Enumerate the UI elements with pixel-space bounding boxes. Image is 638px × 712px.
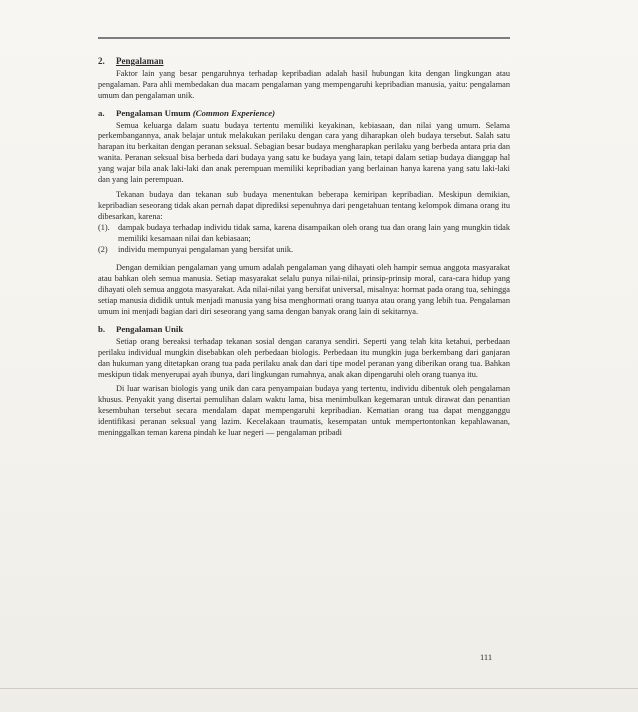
page-number: 111 [480, 652, 493, 662]
header-rule [98, 37, 510, 39]
section-title: Pengalaman [116, 56, 164, 66]
subsection-a-paragraph-2: Tekanan budaya dan tekanan sub budaya menentukan beberapa kemiripan kepribadian. Meskipun demikian, kepribadian seseorang tidak akan pernah dapat diprediksi sepenuhnya dari pengetahuan tentang kelompok dimana orang itu dibesarkan, karena: [98, 189, 510, 221]
subsection-a-paragraph-3: Dengan demikian pengalaman yang umum adalah pengalaman yang dihayati oleh hampir semua anggota masyarakat atau bahkan oleh semua manusia. Setiap masyarakat selalu punya nilai-nilai, prinsip-prinsip moral, cara-cara hidup yang dihayati oleh semua anggota masyarakat. Ada nilai-nilai yang bersifat universal, misalnya: hormat pada orang tua, sehingga setiap manusia dididik untuk menjadi manusia yang bisa menghormati orang tuanya atau orang yang lebih tua. Pengalaman umum ini menjadi bagian dari diri seseorang yang sama dengan banyak orang lain di sekitarnya. [98, 263, 510, 317]
page-content [98, 56, 510, 439]
section-intro: Faktor lain yang besar pengaruhnya terhadap kepribadian adalah hasil hubungan kita dengan lingkungan atau pengalaman. Para ahli membedakan dua macam pengalaman yang mempengaruhi kepribadian manusia, yaitu: pengalaman umum dan pengalaman unik. [98, 68, 510, 100]
subsection-b-heading [98, 324, 510, 335]
list-item-number: (1). [98, 222, 110, 232]
subsection-a-number: a. [98, 107, 105, 118]
subsection-b-number: b. [98, 323, 106, 334]
list-item-number: (2) [98, 244, 108, 254]
subsection-a-title-en: (Common Experience) [192, 107, 276, 118]
page-bottom-edge [0, 688, 638, 689]
list-item-text: dampak budaya terhadap individu tidak sama, karena disampaikan oleh orang tua dan orang lain yang mungkin tidak memiliki kesamaan nilai dan kebiasaan; [118, 222, 510, 243]
subsection-b-paragraph-1: Setiap orang bereaksi terhadap tekanan sosial dengan caranya sendiri. Seperti yang telah kita ketahui, perbedaan perilaku individual mungkin disebabkan oleh perbedaan biologis. Perbedaan itu mungkin juga berkembang dari ganjaran dan hukuman yang ditetapkan orang tua pada perilaku anak dan dari tipe model peranan yang diberikan orang tua. Bahkan meskipun tidak menyerupai ayah ibunya, dari lingkungan rumahnya, anak akan dipengaruhi oleh orang tuanya itu. [98, 336, 510, 379]
subsection-a-title: Pengalaman Umum [116, 107, 191, 118]
section-number: 2. [98, 56, 105, 66]
list-item [98, 223, 510, 245]
subsection-b-title: Pengalaman Unik [116, 323, 184, 334]
section-heading [98, 56, 510, 67]
subsection-b-paragraph-2: Di luar warisan biologis yang unik dan cara penyampaian budaya yang tertentu, individu dibentuk oleh pengalaman khusus. Penyakit yang disertai pemulihan dalam waktu lama, bisa menimbulkan kegemaran untuk dirawat dan penantian kesembuhan tersebut secara mendalam dapat mempengaruhi kepribadian. Kematian orang tua dapat mengganggu identifikasi peranan seksual yang lazim. Kecelakaan traumatis, kesempatan untuk mempertontonkan kepahlawanan, meninggalkan teman karena pindah ke luar negeri — pengalaman pribadi [98, 384, 510, 438]
subsection-a-heading [98, 108, 510, 119]
list-item-text: individu mempunyai pengalaman yang bersifat unik. [118, 244, 294, 254]
list-item [98, 245, 510, 256]
subsection-a-paragraph-1: Semua keluarga dalam suatu budaya tertentu memiliki keyakinan, kebiasaan, dan nilai yang umum. Selama perkembangannya, anak belajar untuk melakukan perilaku dengan cara yang diharapkan oleh budaya tersebut. Salah satu harapan itu berkaitan dengan peranan seksual. Sebagian besar budaya mengharapkan perilaku yang berbeda antara pria dan wanita. Peranan seksual bisa berbeda dari budaya yang satu ke budaya yang lain, tetapi dalam setiap budaya dianggap hal yang wajar bila anak laki-laki dan anak perempuan memiliki kepribadian yang berlainan hanya karena yang satu laki-laki dan yang lain perempuan. [98, 120, 510, 185]
subsection-a-list [98, 223, 510, 256]
